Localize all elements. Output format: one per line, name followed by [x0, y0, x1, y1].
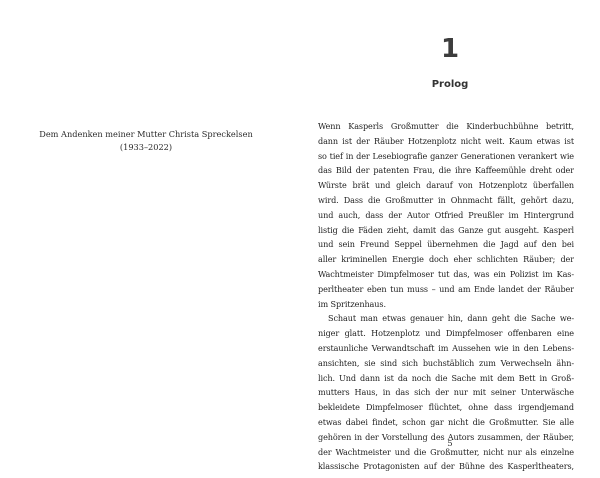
- text-line: klassische Protagonisten auf der Bühne des Kasperltheaters,: [318, 461, 574, 472]
- paragraph-1: [318, 119, 574, 311]
- text-line: so tief in der Lesebiografie ganzer Generationen verankert wie: [318, 150, 574, 161]
- text-line: lich. Und dann ist da noch die Sache mit dem Bett in Groß-: [318, 372, 574, 383]
- dedication: [36, 128, 256, 154]
- text-line: erstaunliche Verwandtschaft im Aussehen wie in den Lebens-: [318, 342, 574, 353]
- text-line: aller kriminellen Energie doch eher schlichten Räuber; der: [318, 254, 574, 265]
- text-line: das Bild der patenten Frau, die ihre Kaffeemühle dreht oder: [318, 165, 574, 176]
- text-line: ansichten, sie sind sich buchstäblich zum Verwechseln ähn-: [318, 357, 574, 368]
- text-line: Wachtmeister Dimpfelmoser tut das, was ein Polizist im Kas-: [318, 268, 574, 279]
- text-line: Wenn Kasperls Großmutter die Kinderbuchbühne betritt,: [318, 121, 574, 131]
- text-line: Würste brät und gleich darauf von Hotzenplotz überfallen: [318, 180, 574, 191]
- text-line: bekleidete Dimpfelmoser flüchtet, ohne dass irgendjemand: [318, 402, 574, 413]
- right-page: [300, 0, 600, 478]
- text-line: dann ist der Räuber Hotzenplotz nicht weit. Kaum etwas ist: [318, 135, 574, 146]
- body-text: [318, 119, 574, 474]
- dedication-line: Dem Andenken meiner Mutter Christa Spreckelsen: [39, 129, 253, 139]
- text-line: listig die Fäden zieht, damit das Ganze gut ausgeht. Kasperl: [318, 224, 574, 235]
- text-line: mutters Haus, in das sich der nur mit seiner Unterwäsche: [318, 387, 574, 398]
- text-line: gehören in der Vorstellung des Autors zusammen, der Räuber,: [318, 431, 574, 442]
- text-line: und auch, dass der Autor Otfried Preußler im Hintergrund: [318, 209, 574, 220]
- text-line: wird. Dass die Großmutter in Ohnmacht fällt, gehört dazu,: [318, 194, 574, 205]
- text-line: perltheater eben tun muss – und am Ende landet der Räuber: [318, 283, 574, 294]
- text-line: niger glatt. Hotzenplotz und Dimpfelmoser offenbaren eine: [318, 328, 574, 339]
- text-line: im Spritzenhaus.: [318, 298, 386, 309]
- chapter-number: 1: [440, 34, 460, 64]
- chapter-title: Prolog: [431, 79, 469, 90]
- text-line: der Wachtmeister und die Großmutter, nicht nur als einzelne: [318, 446, 574, 457]
- text-line: Schaut man etwas genauer hin, dann geht die Sache we-: [328, 313, 574, 324]
- text-line: und sein Freund Seppel übernehmen die Jagd auf den bei: [318, 239, 574, 250]
- page-number: 5: [447, 439, 453, 449]
- dedication-years: (1933–2022): [119, 142, 173, 152]
- text-line: etwas dabei findet, schon gar nicht die Großmutter. Sie alle: [318, 416, 574, 427]
